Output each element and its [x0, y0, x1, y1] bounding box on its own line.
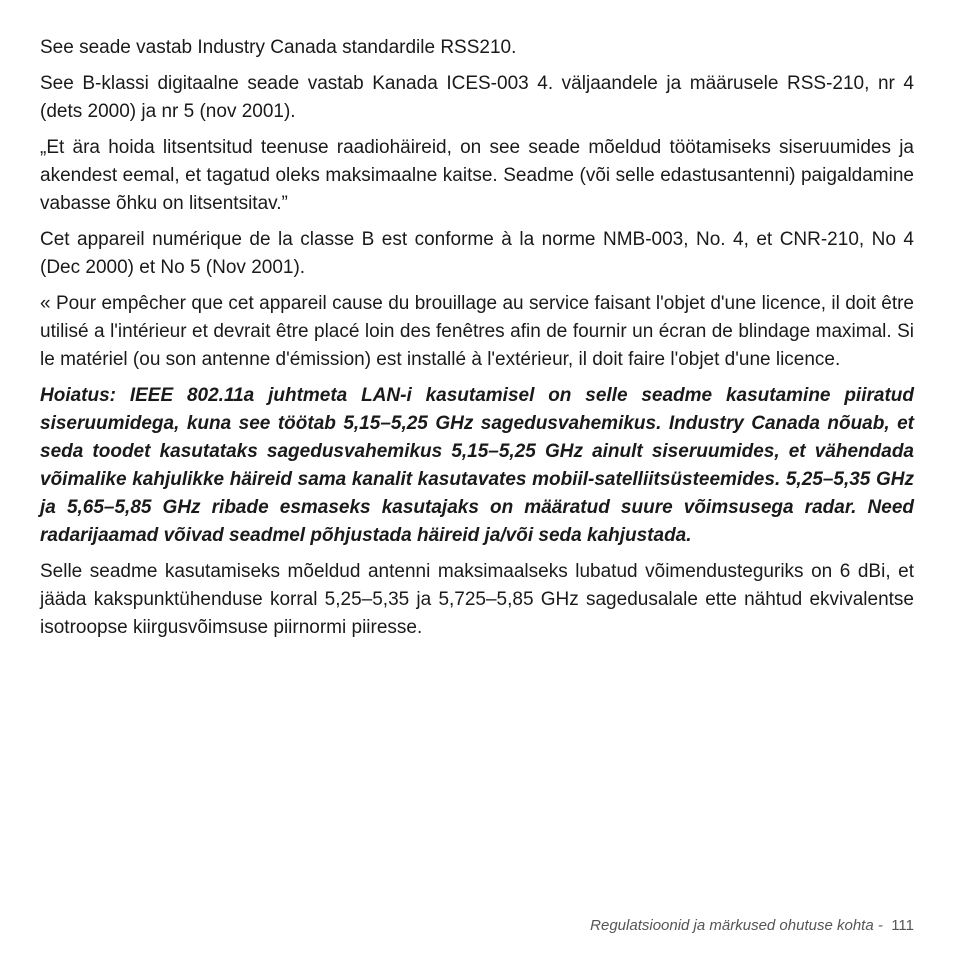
paragraph-interference-quote: „Et ära hoida litsentsitud teenuse raadiohäireid, on see seade mõeldud töötamiseks siseruumides ja akendest eemal, et tagatud oleks maksimaalne kaitse. Seadme (või selle edastusantenni) paigaldamine vabasse õhku on litsentsitav.” [40, 137, 914, 214]
warning-paragraph: Hoiatus: IEEE 802.11a juhtmeta LAN-i kasutamisel on selle seadme kasutamine piiratud siseruumidega, kuna see töötab 5,15–5,25 GHz sagedusvahemikus. Industry Canada nõuab, et seda toodet kasutataks sagedusvahemikus 5,15–5,25 GHz ainult siseruumides, et vähendada võimalike kahjulikke häireid sama kanalit kasutavates mobiil-satelliitsüsteemides. 5,25–5,35 GHz ja 5,65–5,85 GHz ribade esmaseks kasutajaks on määratud suure võimsusega radar. Need radarijaamad võivad seadmel põhjustada häireid ja/või seda kahjustada. [40, 385, 914, 546]
paragraph-antenna-gain: Selle seadme kasutamiseks mõeldud antenni maksimaalseks lubatud võimendusteguriks on 6 dBi, et jääda kakspunktühenduse korral 5,25–5,35 ja 5,725–5,85 GHz sagedusalale ette nähtud ekvivalentse isotroopse kiirgusvõimsuse piirnormi piiresse. [40, 561, 914, 638]
page-number: 111 [891, 917, 914, 934]
footer-section-title: Regulatsioonid ja märkused ohutuse kohta - [590, 917, 883, 934]
document-body [40, 34, 914, 650]
paragraph-rss210: See seade vastab Industry Canada standardile RSS210. [40, 37, 517, 58]
page-footer [590, 917, 914, 934]
paragraph-brouillage-french: « Pour empêcher que cet appareil cause du brouillage au service faisant l'objet d'une licence, il doit être utilisé a l'intérieur et devrait être placé loin des fenêtres afin de fournir un écran de blindage maximal. Si le matériel (ou son antenne d'émission) est installé à l'extérieur, il doit faire l'objet d'une licence. [40, 293, 914, 370]
paragraph-ices003: See B-klassi digitaalne seade vastab Kanada ICES-003 4. väljaandele ja määrusele RSS-210, nr 4 (dets 2000) ja nr 5 (nov 2001). [40, 73, 914, 122]
paragraph-nmb003-french: Cet appareil numérique de la classe B est conforme à la norme NMB-003, No. 4, et CNR-210, No 4 (Dec 2000) et No 5 (Nov 2001). [40, 229, 914, 278]
